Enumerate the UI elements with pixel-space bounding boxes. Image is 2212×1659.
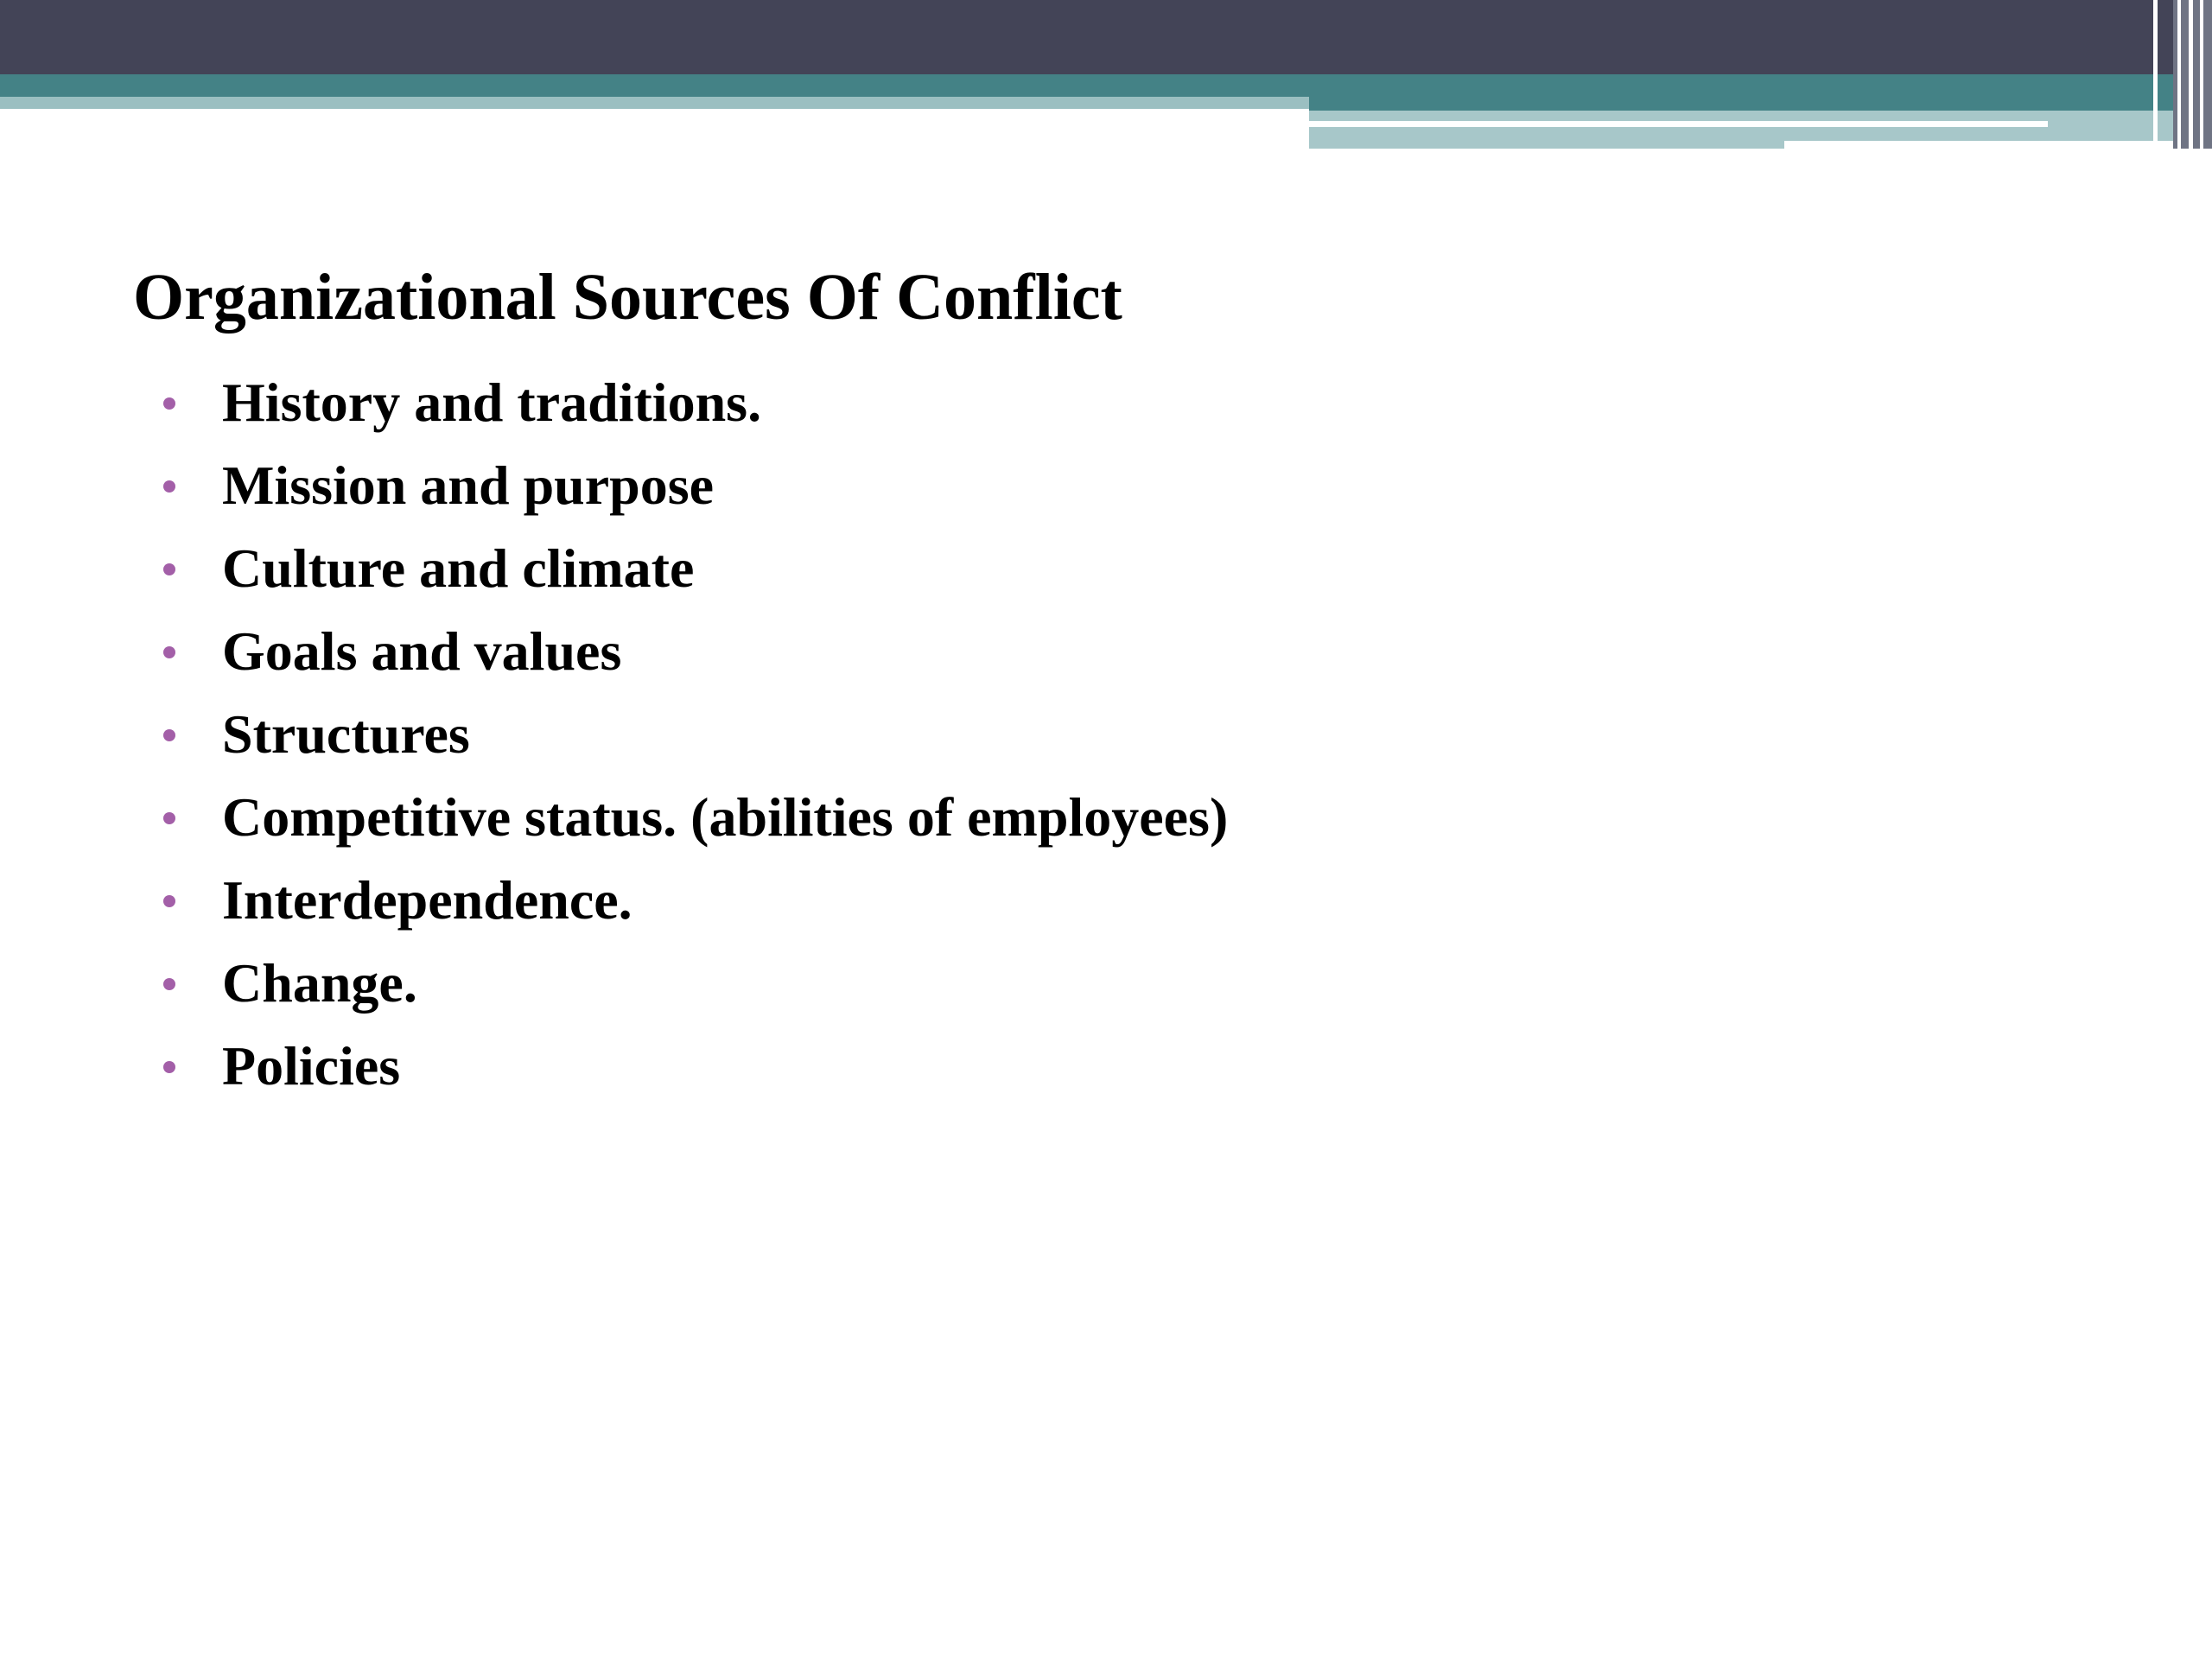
bullet-text: Competitive status. (abilities of employees) <box>222 786 1229 848</box>
header-stripe <box>2189 0 2193 149</box>
header-line <box>1784 141 2212 149</box>
bullet-text: Interdependence. <box>222 869 632 931</box>
bullet-text: Goals and values <box>222 620 622 682</box>
bullet-icon <box>163 563 175 575</box>
bullet-icon <box>163 480 175 493</box>
bullet-text: Mission and purpose <box>222 454 715 516</box>
header-bar-teal-right <box>1309 97 2212 111</box>
header-stripe <box>2200 0 2203 149</box>
bullet-icon <box>163 729 175 741</box>
bullet-icon <box>163 895 175 907</box>
bullet-icon <box>163 397 175 410</box>
bullet-text: Policies <box>222 1035 401 1096</box>
header-bar-light-left <box>0 97 1309 109</box>
header-line <box>1309 121 2048 127</box>
header-bar-dark <box>0 0 2212 74</box>
bullet-icon <box>163 812 175 824</box>
header-bar-teal <box>0 74 2212 97</box>
bullet-text: Culture and climate <box>222 537 695 599</box>
slide-title: Organizational Sources Of Conflict <box>133 261 1122 334</box>
bullet-icon <box>163 646 175 658</box>
header-stripe <box>2153 0 2158 149</box>
bullet-icon <box>163 978 175 990</box>
bullet-text: Structures <box>222 703 470 765</box>
bullet-text: History and traditions. <box>222 372 762 433</box>
bullet-text: Change. <box>222 952 417 1014</box>
header-stripe <box>2177 0 2181 149</box>
bullet-icon <box>163 1061 175 1073</box>
